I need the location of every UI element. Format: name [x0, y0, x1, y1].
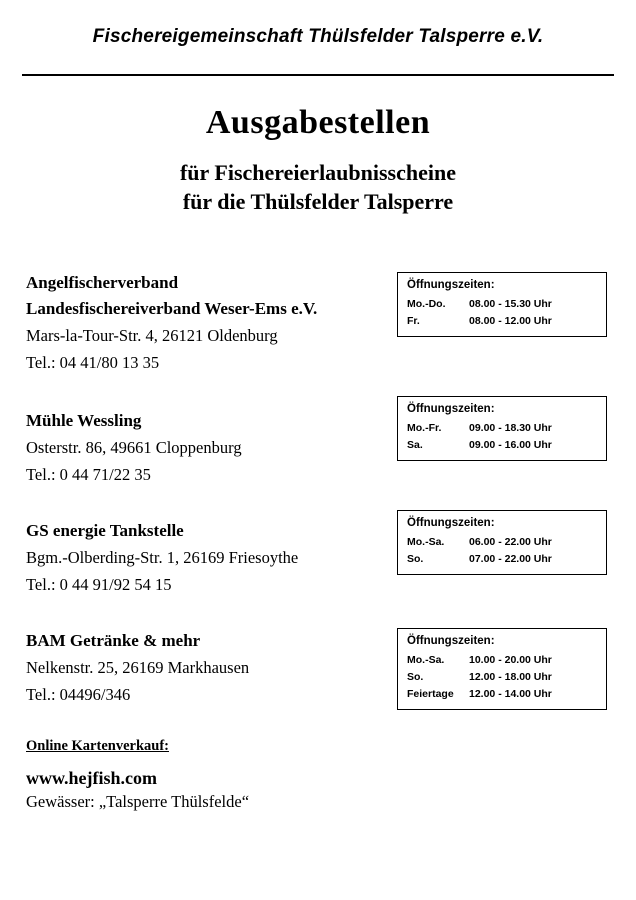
opening-hours-time: 12.00 - 14.00 Uhr	[469, 688, 552, 700]
outlet-entry	[26, 518, 386, 598]
outlet-entry	[26, 628, 386, 708]
subtitle-line-1: für Fischereierlaubnisscheine	[179, 160, 456, 185]
opening-hours-time: 09.00 - 18.30 Uhr	[469, 422, 552, 434]
opening-hours-box	[397, 272, 607, 337]
website-link[interactable]: www.hejfish.com	[26, 768, 157, 788]
outlet-name-line-1: GS energie Tankstelle	[26, 521, 184, 540]
opening-hours-row	[407, 420, 598, 437]
opening-hours-day: So.	[407, 553, 424, 565]
online-sales-label: Online Kartenverkauf:	[26, 738, 169, 754]
opening-hours-row	[407, 686, 598, 703]
outlet-phone: Tel.: 0 44 91/92 54 15	[26, 575, 172, 594]
opening-hours-row	[407, 296, 598, 313]
opening-hours-title: Öffnungszeiten:	[407, 403, 495, 415]
opening-hours-time: 08.00 - 15.30 Uhr	[469, 298, 552, 310]
opening-hours-title: Öffnungszeiten:	[407, 517, 495, 529]
organization-title: Fischereigemeinschaft Thülsfelder Talsperre e.V.	[92, 26, 544, 47]
outlet-name-line-2: Landesfischereiverband Weser-Ems e.V.	[26, 299, 318, 318]
outlet-entry	[26, 270, 386, 376]
opening-hours-day: Sa.	[407, 439, 423, 451]
page-subtitle	[0, 158, 636, 216]
page-title: Ausgabestellen	[205, 104, 431, 141]
opening-hours-row	[407, 652, 598, 669]
opening-hours-row	[407, 534, 598, 551]
opening-hours-time: 08.00 - 12.00 Uhr	[469, 315, 552, 327]
opening-hours-day: Fr.	[407, 315, 420, 327]
outlet-address: Bgm.-Olberding-Str. 1, 26169 Friesoythe	[26, 548, 299, 567]
opening-hours-row	[407, 437, 598, 454]
opening-hours-row	[407, 313, 598, 330]
opening-hours-row	[407, 551, 598, 568]
opening-hours-day: Mo.-Do.	[407, 298, 446, 310]
opening-hours-time: 12.00 - 18.00 Uhr	[469, 671, 552, 683]
opening-hours-day: Mo.-Sa.	[407, 536, 445, 548]
outlet-phone: Tel.: 04496/346	[26, 685, 131, 704]
opening-hours-day: Feiertage	[407, 688, 454, 700]
opening-hours-day: So.	[407, 671, 424, 683]
opening-hours-box	[397, 628, 607, 710]
outlet-address: Nelkenstr. 25, 26169 Markhausen	[26, 658, 250, 677]
outlet-name-line-1: Angelfischerverband	[26, 273, 179, 292]
opening-hours-day: Mo.-Sa.	[407, 654, 445, 666]
outlet-phone: Tel.: 0 44 71/22 35	[26, 465, 151, 484]
opening-hours-time: 10.00 - 20.00 Uhr	[469, 654, 552, 666]
opening-hours-time: 06.00 - 22.00 Uhr	[469, 536, 552, 548]
waters-name: Gewässer: „Talsperre Thülsfelde“	[26, 792, 250, 811]
subtitle-line-2: für die Thülsfelder Talsperre	[182, 189, 454, 214]
opening-hours-time: 07.00 - 22.00 Uhr	[469, 553, 552, 565]
outlet-name-line-1: Mühle Wessling	[26, 411, 142, 430]
opening-hours-day: Mo.-Fr.	[407, 422, 442, 434]
opening-hours-time: 09.00 - 16.00 Uhr	[469, 439, 552, 451]
opening-hours-box	[397, 510, 607, 575]
opening-hours-title: Öffnungszeiten:	[407, 279, 495, 291]
outlet-phone: Tel.: 04 41/80 13 35	[26, 353, 160, 372]
opening-hours-box	[397, 396, 607, 461]
outlet-name-line-1: BAM Getränke & mehr	[26, 631, 201, 650]
outlet-address: Osterstr. 86, 49661 Cloppenburg	[26, 438, 242, 457]
header-divider	[22, 74, 614, 76]
outlet-entry	[26, 408, 386, 488]
opening-hours-title: Öffnungszeiten:	[407, 635, 495, 647]
outlet-address: Mars-la-Tour-Str. 4, 26121 Oldenburg	[26, 326, 278, 345]
opening-hours-row	[407, 669, 598, 686]
